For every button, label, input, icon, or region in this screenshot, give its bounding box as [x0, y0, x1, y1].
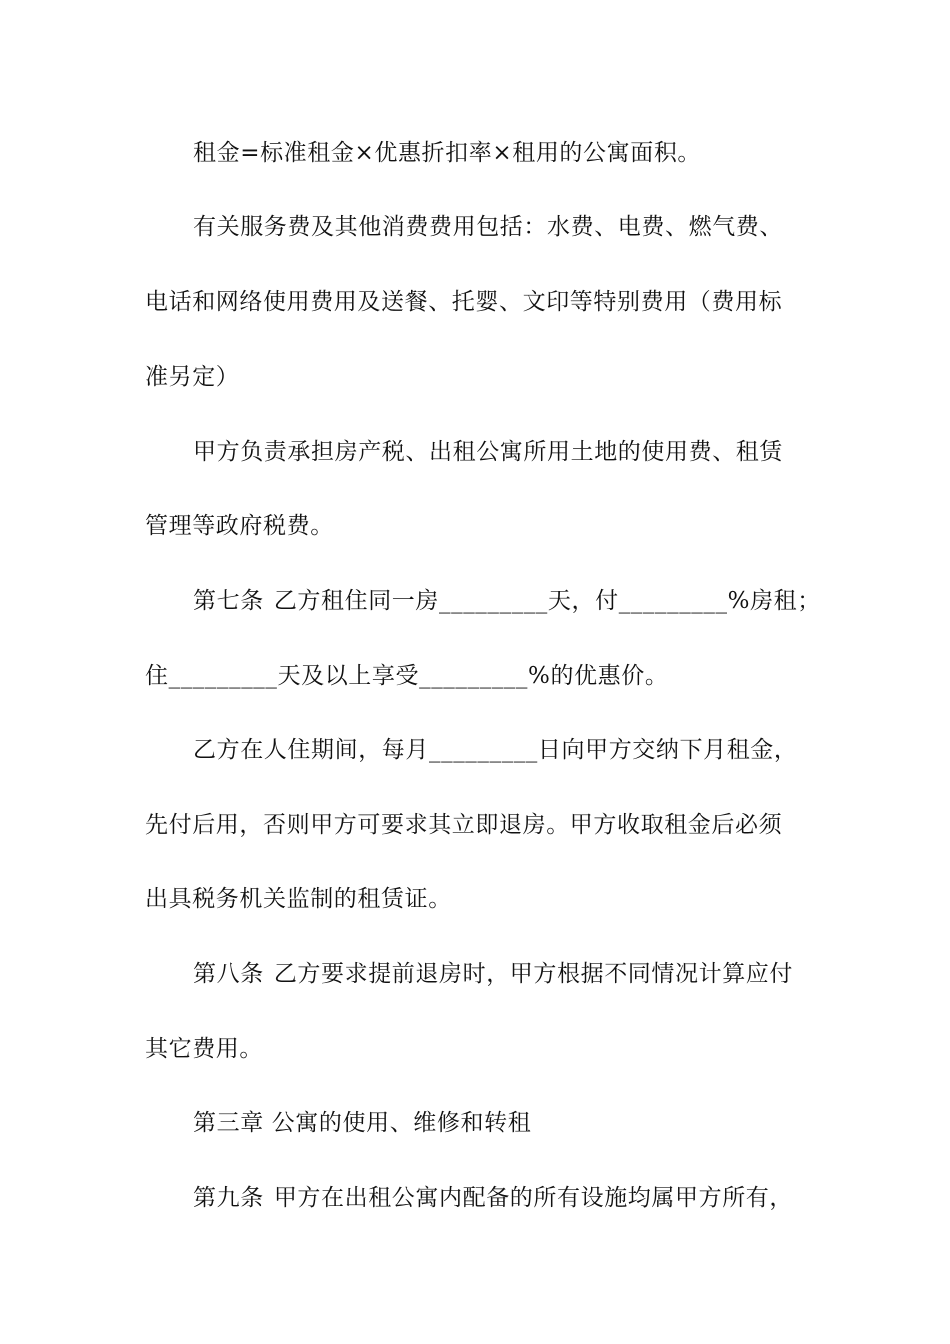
article-9-line-1	[193, 1183, 793, 1213]
article-8-line-2: 其它费用。	[145, 1036, 263, 1062]
chapter-3-heading: 第三章 公寓的使用、维修和转租	[193, 1110, 532, 1136]
payment-paragraph-line-1: 乙方在人住期间，每月_________日向甲方交纳下月租金，	[193, 737, 798, 763]
rent-formula-paragraph: 租金=标准租金×优惠折扣率×租用的公寓面积。	[193, 140, 702, 166]
payment-paragraph-line-3: 出具税务机关监制的租赁证。	[145, 886, 452, 912]
payment-paragraph-line-2: 先付后用，否则甲方可要求其立即退房。甲方收取租金后必须	[145, 812, 783, 838]
article-7-line-2: 住_________天及以上享受_________%的优惠价。	[145, 663, 669, 689]
article-9-heading: 第九条	[193, 1185, 264, 1211]
tax-paragraph-line-1: 甲方负责承担房产税、出租公寓所用土地的使用费、租赁	[193, 439, 783, 465]
tax-paragraph-line-2: 管理等政府税费。	[145, 513, 334, 539]
service-fee-paragraph-line-3: 准另定）	[145, 364, 240, 390]
article-8-text: 乙方要求提前退房时，甲方根据不同情况计算应付	[273, 961, 794, 987]
service-fee-paragraph-line-1: 有关服务费及其他消费费用包括：水费、电费、燃气费、	[193, 214, 783, 240]
article-7-heading: 第七条	[193, 588, 264, 614]
article-8-heading: 第八条	[193, 961, 264, 987]
article-7-text-1: 乙方租住同一房_________天，付_________%房租；	[273, 588, 821, 614]
article-7-line-1	[193, 586, 821, 616]
article-9-text: 甲方在出租公寓内配备的所有设施均属甲方所有，	[273, 1185, 794, 1211]
service-fee-paragraph-line-2: 电话和网络使用费用及送餐、托婴、文印等特别费用（费用标	[145, 289, 783, 315]
article-8-line-1	[193, 959, 793, 989]
